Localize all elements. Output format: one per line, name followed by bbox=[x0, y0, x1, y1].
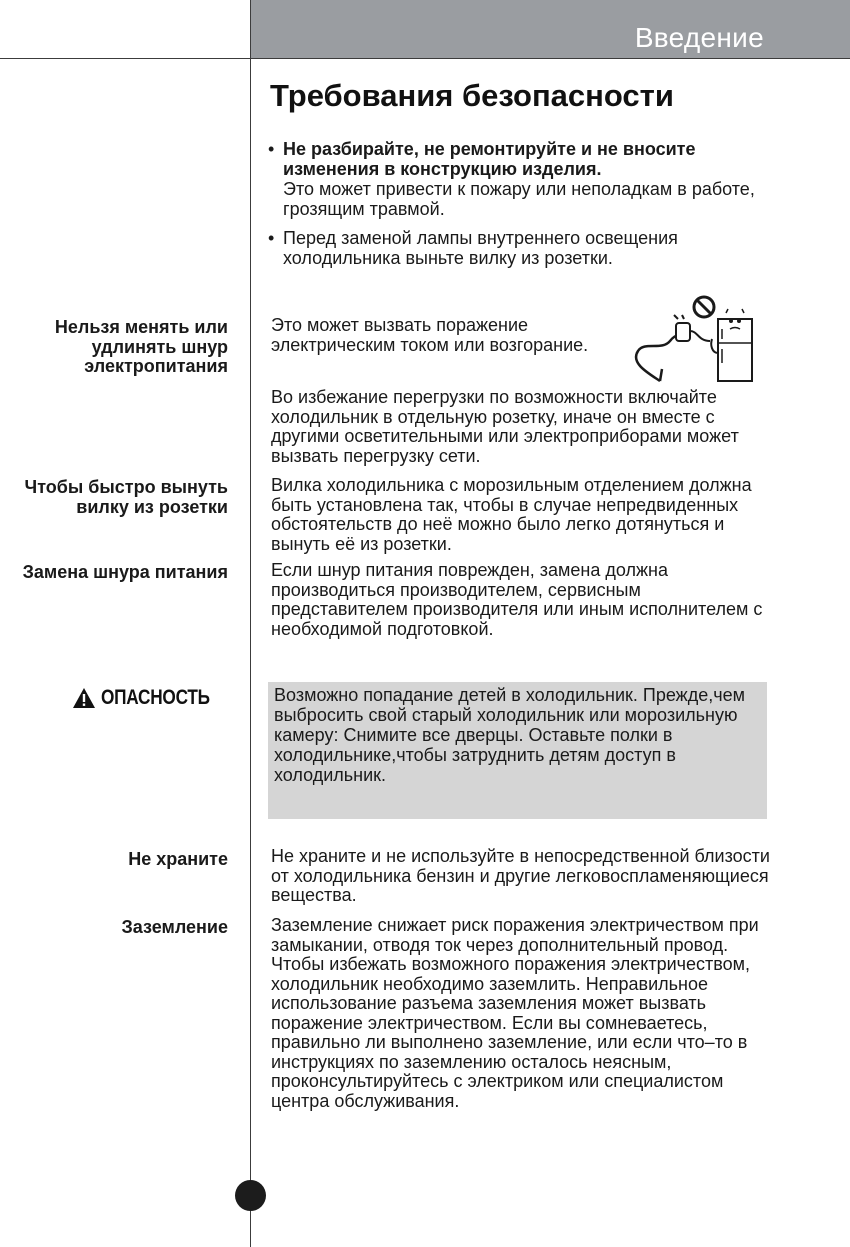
header-band bbox=[251, 0, 850, 58]
page-title: Требования безопасности bbox=[270, 78, 674, 113]
para-do-not-store: Не храните и не используйте в непосредственной близости от холодильника бензин и другие легковоспламеняющиеся вещества. bbox=[271, 846, 770, 905]
para-no-extend-2: Во избежание перегрузки по возможности включайте холодильник в отдельную розетку, иначе он вместе с другими осветительными или электроприборами может вызвать перегрузку сети. bbox=[271, 387, 739, 466]
bullet-dot: • bbox=[268, 139, 275, 159]
bullet-item bbox=[268, 139, 768, 219]
bullet-item bbox=[268, 228, 768, 268]
danger-label bbox=[72, 685, 234, 711]
warning-triangle-icon bbox=[72, 687, 96, 709]
header-rule bbox=[0, 58, 850, 59]
danger-box bbox=[268, 682, 767, 819]
bullet-text: Перед заменой лампы внутреннего освещения холодильника выньте вилку из розетки. bbox=[283, 228, 678, 268]
label-no-extend: Нельзя менять или удлинять шнур электропитания bbox=[54, 317, 228, 376]
column-divider bbox=[250, 0, 251, 1247]
danger-text: Возможно попадание детей в холодильник. Прежде,чем выбросить свой старый холодильник или морозильную камеру: Снимите все дверцы. Оставьте полки в холодильнике,чтобы затруднить детям доступ в холодильник. bbox=[274, 685, 745, 785]
bullet-dot: • bbox=[268, 228, 275, 248]
label-cord-replace: Замена шнура питания bbox=[22, 562, 228, 582]
bullet-text: Это может привести к пожару или неполадкам в работе, грозящим травмой. bbox=[283, 179, 755, 219]
para-no-extend-1: Это может вызвать поражение электрическим током или возгорание. bbox=[271, 315, 589, 355]
label-quick-unplug: Чтобы быстро вынуть вилку из розетки bbox=[24, 477, 228, 517]
label-do-not-store: Не храните bbox=[128, 849, 228, 869]
para-cord-replace: Если шнур питания поврежден, замена должна производиться производителем, сервисным представителем производителя или иным исполнителем с необходимой подготовкой. bbox=[271, 560, 763, 639]
danger-label-text: ОПАСНОСТЬ bbox=[101, 686, 210, 709]
bullet-bold-text: Не разбирайте, не ремонтируйте и не вносите изменения в конструкцию изделия. bbox=[283, 139, 696, 179]
para-grounding: Заземление снижает риск поражения электричеством при замыкании, отводя ток через дополнительный провод. Чтобы избежать возможного поражения электричеством, холодильник необходимо заземлить. Неправильное использование разъема заземления может вызвать поражение электричеством. Если вы сомневаетесь, правильно ли выполнено заземление, или если что–то в инструкциях по заземлению осталось неясным, проконсультируйтесь с электриком или специалистом центра обслуживания. bbox=[271, 915, 759, 1111]
section-title: Введение bbox=[634, 22, 764, 53]
prohibition-icon bbox=[694, 297, 714, 317]
no-cord-extension-illustration bbox=[618, 293, 770, 385]
para-quick-unplug: Вилка холодильника с морозильным отделением должна быть установлена так, чтобы в случае непредвиденных обстоятельств до неё можно было легко дотянуться и вынуть её из розетки. bbox=[271, 475, 752, 554]
label-grounding: Заземление bbox=[121, 917, 228, 937]
page-marker-dot bbox=[235, 1180, 266, 1211]
